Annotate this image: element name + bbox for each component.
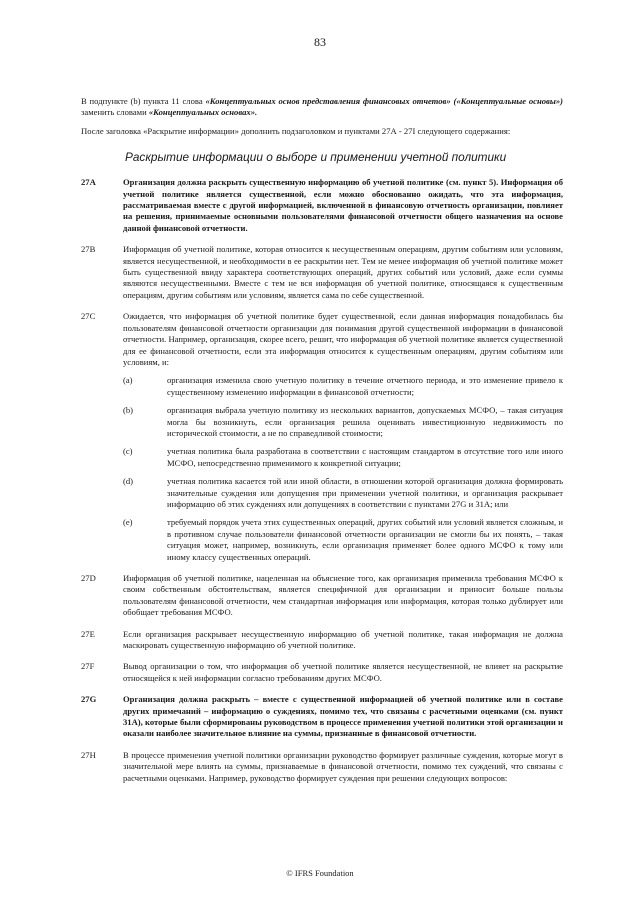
sub-item-text: учетная политика была разработана в соответствии с настоящим стандартом в отсутствие того или иного МСФО, непосредственно применимого к конкретной ситуации; xyxy=(167,446,563,468)
sub-item-list xyxy=(123,375,563,563)
intro-quote-new: «Концептуальных основах». xyxy=(148,107,258,118)
paragraph-number: 27C xyxy=(81,311,96,322)
paragraph-number: 27H xyxy=(81,749,96,760)
paragraph-27a xyxy=(81,177,563,234)
paragraph-text: Информация об учетной политике, нацеленная на объяснение того, как организация применила требования МСФО к своим собственным обстоятельствам, является специфичной для организации и приносит больше пользы пользователям финансовой отчетности, чем стандартная информация или информация, которая только дублирует или обобщает требования МСФО. xyxy=(123,573,563,618)
paragraph-number: 27G xyxy=(81,694,97,705)
paragraph-text: Организация должна раскрыть существенную информацию об учетной политике (см. пункт 5). Информация об учетной политике является существенной, если можно обоснованно ожидать, что эта информация, рассматриваемая вместе с другой информацией, включенной в финансовую отчетность организации, повлияет на решения, принимаемые основными пользователями финансовой отчетности общего назначения на основе данной финансовой отчетности. xyxy=(123,177,563,233)
sub-item-label: (a) xyxy=(123,375,133,386)
paragraph-text: В процессе применения учетной политики организации руководство формирует различные суждения, которые могут в значительной мере влиять на суммы, признаваемые в финансовой отчетности, помимо тех суждений, что связаны с расчетными оценками. Например, руководство формирует суждения при решении следующих вопросов: xyxy=(123,749,563,783)
addition-instruction: После заголовка «Раскрытие информации» дополнить подзаголовком и пунктами 27А - 27I следующего содержания: xyxy=(81,125,511,136)
paragraph-content xyxy=(123,311,563,563)
paragraph-text: Ожидается, что информация об учетной политике будет существенной, если данная информация понадобилась бы пользователям финансовой отчетности организации для понимания другой существенной информации в финансовой отчетности. Например, организация, скорее всего, решит, что информация об учетной политике является существенной для ее финансовой отчетности, если эта информация относится к существенным операциям, другим событиям или условиям, и: xyxy=(123,311,563,367)
paragraph-27c xyxy=(81,311,563,563)
sub-item-text: учетная политика касается той или иной области, в отношении которой организация должна формировать значительные суждения или допущения при применении учетной политики, и организация раскрывает информацию об этих суждениях или допущениях в соответствии с пунктами 27G и 31A; или xyxy=(167,476,563,509)
paragraph-27g xyxy=(81,694,563,740)
sub-item-b xyxy=(123,405,563,439)
paragraph-27h xyxy=(81,750,563,784)
paragraph-number: 27A xyxy=(81,177,96,188)
sub-item-d xyxy=(123,476,563,510)
sub-item-text: организация изменила свою учетную политику в течение отчетного периода, и это изменение привело к существенному изменению информации в финансовой отчетности; xyxy=(167,375,563,397)
intro-text-2: заменить словами xyxy=(81,107,149,118)
sub-item-e xyxy=(123,517,563,563)
paragraph-text: Вывод организации о том, что информация об учетной политике является несущественной, не влияет на раскрытие относящейся к ней информации согласно требованиям других МСФО. xyxy=(123,661,563,683)
sub-item-label: (c) xyxy=(123,446,133,457)
sub-item-a xyxy=(123,375,563,398)
paragraph-27d xyxy=(81,573,563,619)
paragraph-text: Информация об учетной политике, которая относится к несущественным операциям, другим событиям или условиям, является несущественной, и необходимости в ее раскрытии нет. Тем не менее информация об учетной политике может быть существенной ввиду характера соответствующих операций, других событий или условий, даже если суммы являются несущественными. Вместе с тем не вся информация об учетной политике, относящаяся к существенным операциям, другим событиям или условиям, является сама по себе существенной. xyxy=(123,244,563,300)
intro-text-1: В подпункте (b) пункта 11 слова xyxy=(81,96,206,106)
document-body xyxy=(81,96,563,784)
paragraph-number: 27B xyxy=(81,244,96,255)
paragraph-number: 27D xyxy=(81,573,96,583)
paragraph-text: Если организация раскрывает несущественную информацию об учетной политике, такая информация не должна маскировать существенную информацию об учетной политике. xyxy=(123,628,563,651)
page-number: 83 xyxy=(314,35,326,49)
intro-quote-old: «Концептуальных основ представления финансовых отчетов» («Концептуальные основы») xyxy=(205,96,563,106)
paragraph-27e xyxy=(81,629,563,652)
paragraph-text: Организация должна раскрыть – вместе с существенной информацией об учетной политике или в составе других примечаний – информацию о суждениях, помимо тех, что связаны с расчетными оценками (см. пункт 31A), которые были сформированы руководством в процессе применения учетной политики этой организации и оказали наиболее значительное влияние на суммы, признанные в финансовой отчетности. xyxy=(123,694,563,739)
paragraph-27b xyxy=(81,244,563,301)
sub-item-text: требуемый порядок учета этих существенных операций, других событий или условий является сложным, и в противном случае пользователи финансовой отчетности организации не смогли бы их понять, – такая ситуация может, например, возникнуть, если организация применяет более одного МСФО к тому или иному классу существенных операций. xyxy=(167,517,563,562)
sub-item-text: организация выбрала учетную политику из нескольких вариантов, допускаемых МСФО, – такая ситуация могла бы возникнуть, если организация решила оценивать инвестиционную недвижимость по исторической стоимости, а не по справедливой стоимости; xyxy=(167,405,563,438)
paragraph-27f xyxy=(81,661,563,684)
section-heading: Раскрытие информации о выборе и применении учетной политики xyxy=(125,150,507,165)
sub-item-label: (e) xyxy=(123,517,133,528)
sub-item-label: (b) xyxy=(123,405,134,416)
amendment-instruction xyxy=(81,96,563,119)
sub-item-c xyxy=(123,446,563,469)
sub-item-label: (d) xyxy=(123,476,134,487)
paragraph-number: 27F xyxy=(81,661,95,672)
copyright-footer: © IFRS Foundation xyxy=(286,868,354,878)
paragraph-number: 27E xyxy=(81,628,95,639)
